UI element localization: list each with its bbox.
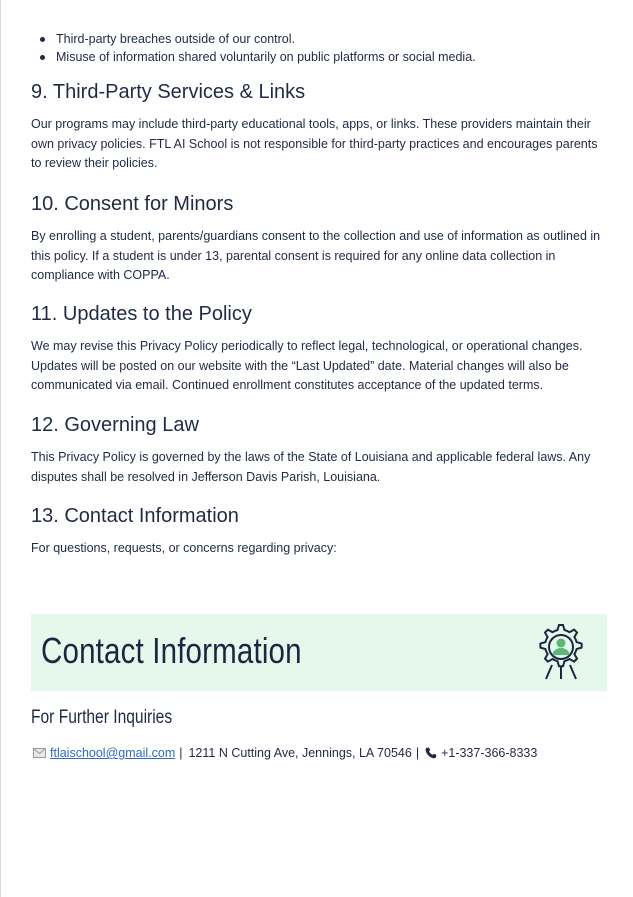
page-edge-divider [0,0,1,897]
section-body: This Privacy Policy is governed by the laws of the State of Louisiana and applicable federal laws. Any disputes shall be resolved in Jefferson Davis Parish, Louisiana. [31,450,591,484]
list-item: Misuse of information shared voluntarily on public platforms or social media. [30,48,610,66]
section-policy-updates [31,302,609,396]
further-inquiries-heading: For Further Inquiries [31,707,173,728]
contact-details [33,744,537,762]
section-third-party [31,80,609,174]
separator: | [415,746,420,760]
section-contact-info [31,504,609,559]
section-heading: 13. Contact Information [31,505,239,527]
address-text: 1211 N Cutting Ave, Jennings, LA 70546 [188,746,412,760]
section-heading: 10. Consent for Minors [31,193,234,215]
phone-number[interactable]: +1-337-366-8333 [441,746,538,760]
section-governing-law [31,413,609,487]
section-consent-minors [31,192,609,286]
list-item: Third-party breaches outside of our control. [30,30,610,48]
phone-icon [425,747,437,759]
section-body: We may revise this Privacy Policy periodically to reflect legal, technological, or operational changes. Updates will be posted on our website with the “Last Updated” date. Material changes will also be communicated via email. Continued enrollment constitutes acceptance of the updated terms. [31,339,583,392]
section-heading: 12. Governing Law [31,414,199,436]
banner-title: Contact Information [41,630,302,671]
section-heading: 11. Updates to the Policy [31,303,252,325]
section-body: For questions, requests, or concerns regarding privacy: [31,541,337,555]
section-body: Our programs may include third-party educational tools, apps, or links. These providers maintain their own privacy policies. FTL AI School is not responsible for third-party practices and encourages parents to review their policies. [31,117,598,170]
envelope-icon [33,748,46,758]
section-body: By enrolling a student, parents/guardians consent to the collection and use of information as outlined in this policy. If a student is under 13, parental consent is required for any online data collection in compliance with COPPA. [31,229,601,282]
contact-banner [31,614,607,691]
bullet-list [30,30,610,66]
person-gear-award-icon [531,621,587,683]
section-heading: 9. Third-Party Services & Links [31,81,306,103]
separator: | [179,746,183,760]
email-link[interactable]: ftlaischool@gmail.com [50,746,176,760]
